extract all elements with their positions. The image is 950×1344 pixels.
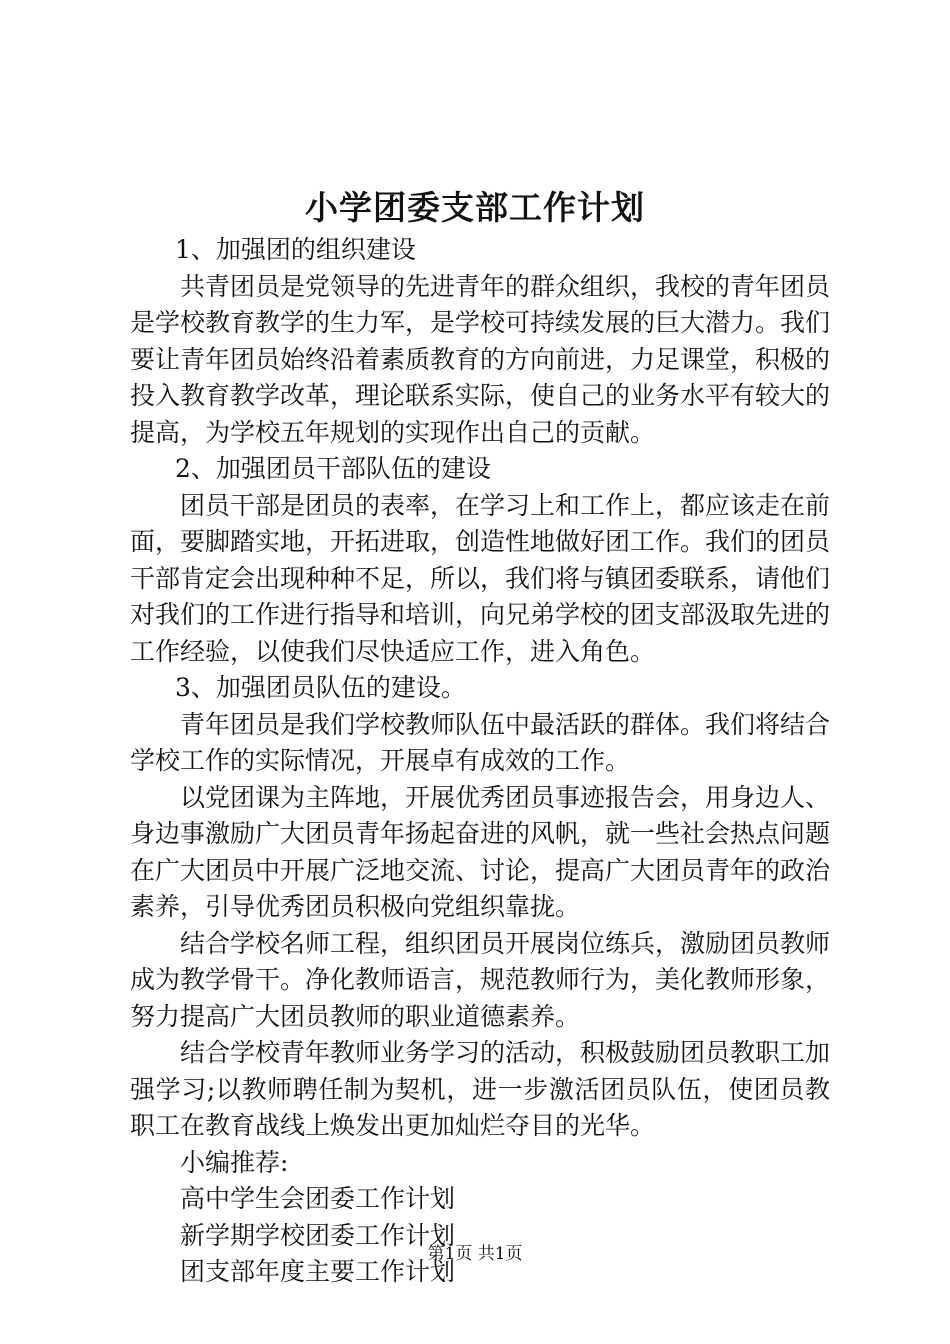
- section-heading-2: 2、加强团员干部队伍的建设: [175, 454, 491, 483]
- recommend-label: 小编推荐:: [180, 1147, 289, 1177]
- page-footer: 第1页 共1页: [427, 1244, 523, 1264]
- recommend-link-2[interactable]: 新学期学校团委工作计划: [180, 1220, 456, 1250]
- section-heading-1: 1、加强团的组织建设: [175, 235, 416, 264]
- page-title: 小学团委支部工作计划: [305, 188, 645, 227]
- paragraph: 结合学校青年教师业务学习的活动，积极鼓励团员教职工加强学习;以教师聘任制为契机，进一步激活团员队伍，使团员教职工在教育战线上焕发出更加灿烂夺目的光华。: [130, 1038, 831, 1140]
- recommend-link-1[interactable]: 高中学生会团委工作计划: [180, 1184, 456, 1213]
- paragraph: 团员干部是团员的表率，在学习上和工作上，都应该走在前面，要脚踏实地，开拓进取，创造性地做好团工作。我们的团员干部肯定会出现种种不足，所以，我们将与镇团委联系，请他们对我们的工作进行指导和培训，向兄弟学校的团支部汲取先进的工作经验，以使我们尽快适应工作，进入角色。: [130, 490, 831, 666]
- paragraph: 以党团课为主阵地，开展优秀团员事迹报告会，用身边人、身边事激励广大团员青年扬起奋进的风帆，就一些社会热点问题在广大团员中开展广泛地交流、讨论，提高广大团员青年的政治素养，引导优秀团员积极向党组织靠拢。: [130, 782, 831, 921]
- paragraph: 共青团员是党领导的先进青年的群众组织，我校的青年团员是学校教育教学的生力军，是学校可持续发展的巨大潜力。我们要让青年团员始终沿着素质教育的方向前进，力足课堂，积极的投入教育教学改革，理论联系实际，使自己的业务水平有较大的提高，为学校五年规划的实现作出自己的贡献。: [130, 271, 831, 447]
- section-heading-3: 3、加强团员队伍的建设。: [175, 673, 466, 702]
- paragraph: 结合学校名师工程，组织团员开展岗位练兵，激励团员教师成为教学骨干。净化教师语言，规范教师行为，美化教师形象，努力提高广大团员教师的职业道德素养。: [130, 928, 831, 1031]
- document-body: [130, 232, 830, 1291]
- recommend-link-3[interactable]: 团支部年度主要工作计划: [180, 1257, 456, 1286]
- paragraph: 青年团员是我们学校教师队伍中最活跃的群体。我们将结合学校工作的实际情况，开展卓有成效的工作。: [130, 709, 831, 775]
